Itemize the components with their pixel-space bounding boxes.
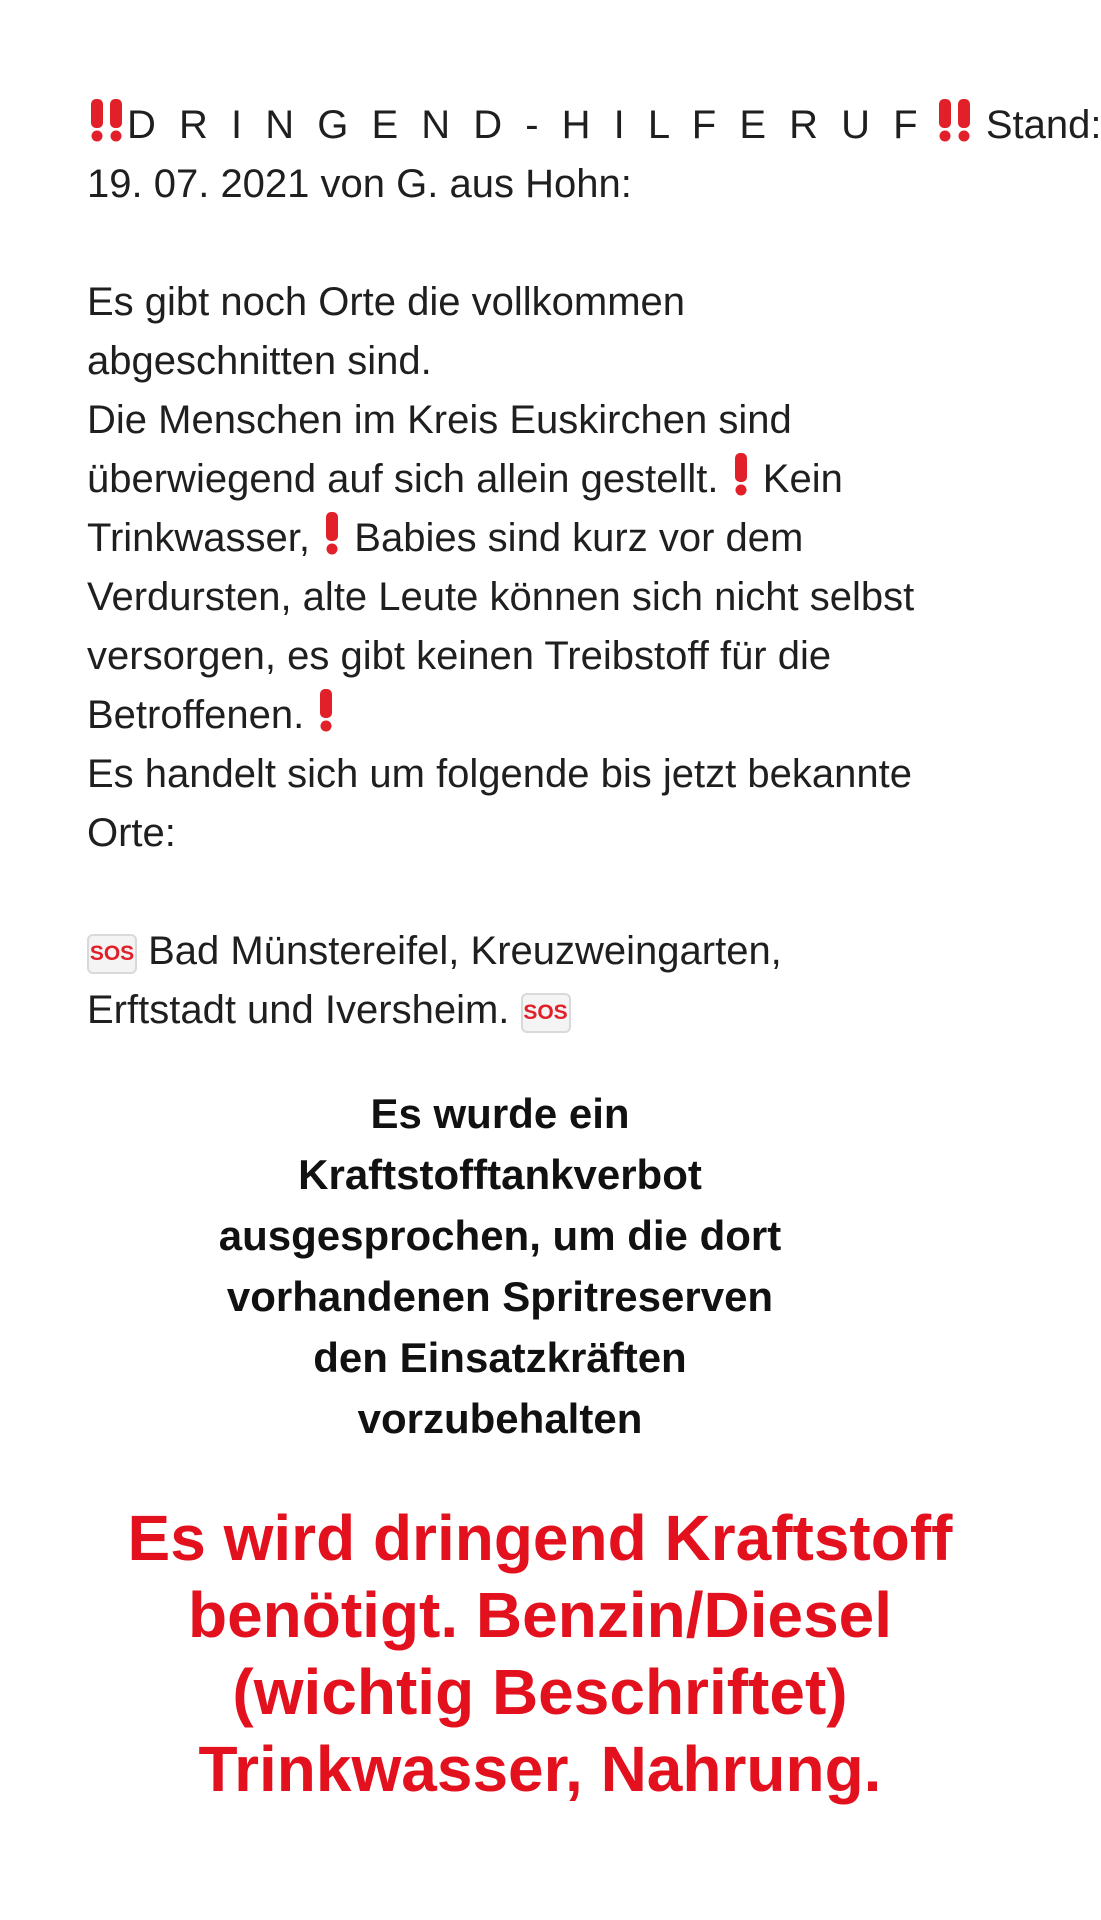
paragraph-line-3: Die Menschen im Kreis Euskirchen sind (87, 398, 792, 442)
appeal-line-1: Es wird dringend Kraftstoff (127, 1502, 953, 1574)
places-line-2 (87, 981, 1047, 1040)
sos-icon: SOS (87, 934, 137, 974)
paragraph-line-9: Es handelt sich um folgende bis jetzt bekannte (87, 752, 912, 796)
paragraph-line-4 (87, 450, 1047, 509)
spacer (87, 214, 1047, 273)
paragraph-line-8-text: Betroffenen. (87, 693, 305, 737)
exclamation-icon (315, 686, 337, 732)
header-title: D R I N G E N D - H I L F E R U F (127, 103, 924, 147)
notice-line-4: vorhandenen Spritreserven (226, 1273, 774, 1320)
appeal-line-4: Trinkwasser, Nahrung. (198, 1733, 882, 1805)
paragraph-line-5-text: Trinkwasser, (87, 516, 311, 560)
paragraph-line-1: Es gibt noch Orte die vollkommen (87, 280, 686, 324)
double-exclamation-icon (87, 96, 127, 142)
spacer (87, 863, 1047, 922)
notice-line-6: vorzubehalten (357, 1395, 643, 1442)
header-line (87, 96, 1101, 155)
supply-appeal (90, 1500, 990, 1808)
paragraph-line-6: Verdursten, alte Leute können sich nicht selbst (87, 575, 915, 619)
paragraph-line-4-text: überwiegend auf sich allein gestellt. (87, 457, 719, 501)
notice-line-2: Kraftstofftankverbot (298, 1151, 702, 1198)
date-line: 19. 07. 2021 von G. aus Hohn: (87, 162, 632, 206)
paragraph-line-10: Orte: (87, 811, 176, 855)
notice-line-3: ausgesprochen, um die dort (218, 1212, 782, 1259)
paragraph-line-4-tail: Kein (762, 457, 843, 501)
paragraph-line-8 (87, 686, 1047, 745)
paragraph-line-7: versorgen, es gibt keinen Treibstoff für die (87, 634, 832, 678)
paragraph-line-2: abgeschnitten sind. (87, 339, 432, 383)
double-exclamation-icon (935, 96, 975, 142)
places-line-2-text: Erftstadt und Iversheim. (87, 988, 510, 1032)
sos-icon: SOS (521, 993, 571, 1033)
places-line-1 (87, 922, 1047, 981)
paragraph-line-5-tail: Babies sind kurz vor dem (354, 516, 804, 560)
exclamation-icon (730, 450, 752, 496)
message-text (87, 96, 1101, 1040)
notice-line-1: Es wurde ein (370, 1090, 630, 1137)
stand-label: Stand: (985, 103, 1101, 147)
appeal-line-2: benötigt. Benzin/Diesel (187, 1579, 893, 1651)
fuel-ban-notice (140, 1083, 860, 1449)
paragraph-line-5 (87, 509, 1047, 568)
exclamation-icon (321, 509, 343, 555)
places-line-1-text: Bad Münstereifel, Kreuzweingarten, (148, 929, 782, 973)
notice-line-5: den Einsatzkräften (313, 1334, 687, 1381)
appeal-line-3: (wichtig Beschriftet) (232, 1656, 848, 1728)
